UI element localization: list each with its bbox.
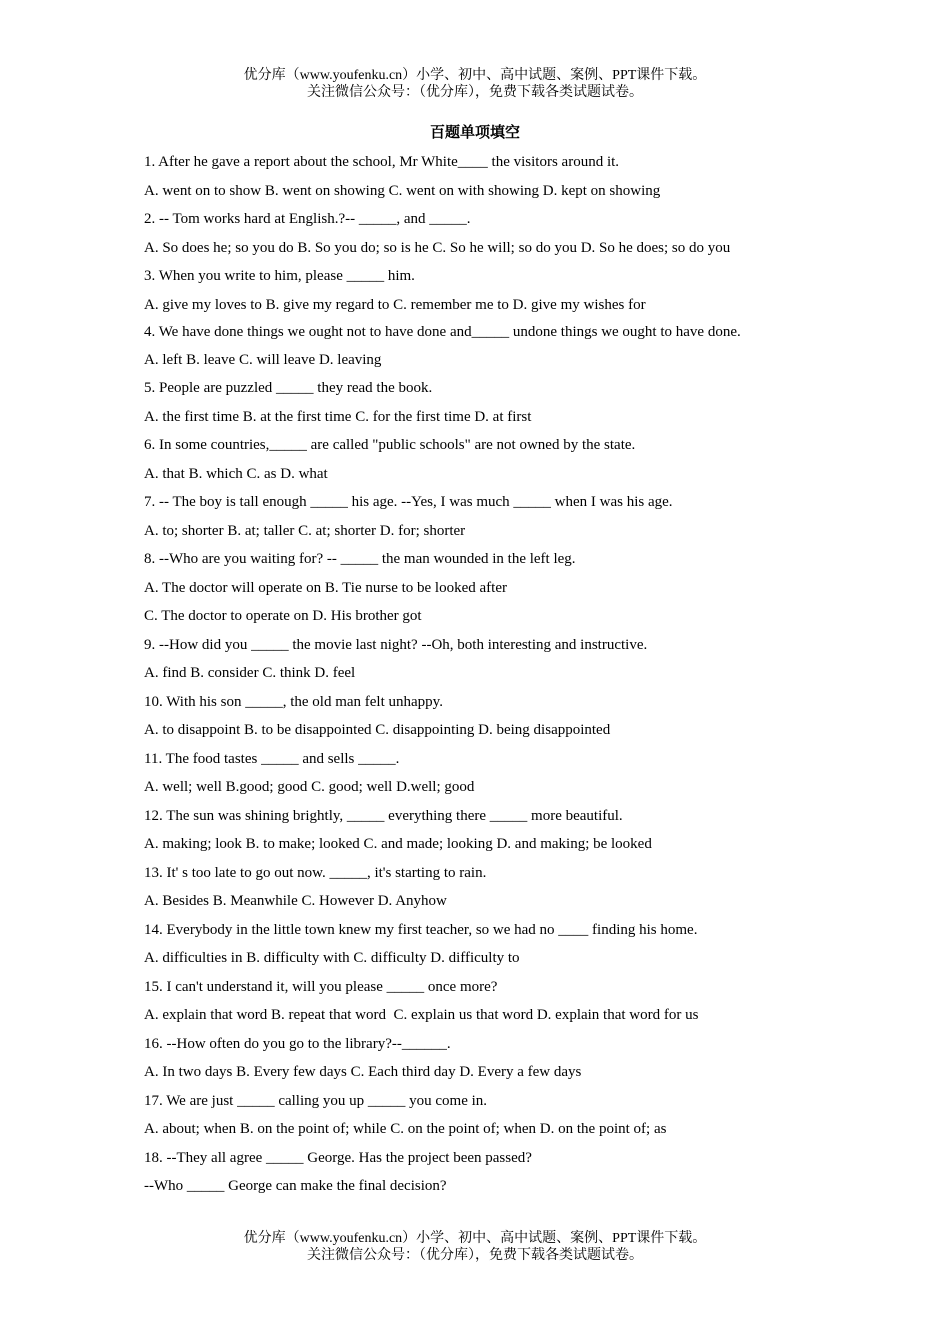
- question-3: 3. When you write to him, please _____ him.: [144, 268, 415, 284]
- question-11: 11. The food tastes _____ and sells _____.: [144, 750, 400, 767]
- question-13: 13. It' s too late to go out now. _____, it's starting to rain.: [144, 864, 487, 881]
- options-5: A. the first time B. at the first time C. for the first time D. at first: [144, 408, 532, 425]
- question-14: 14. Everybody in the little town knew my first teacher, so we had no ____ finding his home.: [144, 921, 698, 938]
- options-3: A. give my loves to B. give my regard to C. remember me to D. give my wishes for: [144, 296, 646, 313]
- page-footer: [0, 1230, 950, 1264]
- options-16: A. In two days B. Every few days C. Each third day D. Every a few days: [144, 1064, 582, 1080]
- question-12: 12. The sun was shining brightly, _____ everything there _____ more beautiful.: [144, 807, 623, 824]
- options-13: A. Besides B. Meanwhile C. However D. Anyhow: [144, 893, 447, 909]
- options-9: A. find B. consider C. think D. feel: [144, 665, 356, 681]
- question-17: 17. We are just _____ calling you up _____ you come in.: [144, 1092, 488, 1109]
- options-7: A. to; shorter B. at; taller C. at; shorter D. for; shorter: [144, 522, 466, 539]
- question-9: 9. --How did you _____ the movie last night? --Oh, both interesting and instructive.: [144, 636, 648, 653]
- footer-line-2: 关注微信公众号：（优分库），免费下载各类试题试卷。: [307, 1248, 643, 1263]
- options-8-cd: C. The doctor to operate on D. His brother got: [144, 608, 422, 624]
- question-list: [144, 153, 806, 1206]
- options-6: A. that B. which C. as D. what: [144, 465, 328, 482]
- options-17: A. about; when B. on the point of; while C. on the point of; when D. on the point of; as: [144, 1121, 667, 1137]
- options-14: A. difficulties in B. difficulty with C. difficulty D. difficulty to: [144, 950, 520, 966]
- header-line-1: 优分库（www.youfenku.cn）小学、初中、高中试题、案例、PPT课件下载。: [243, 68, 707, 83]
- options-10: A. to disappoint B. to be disappointed C. disappointing D. being disappointed: [144, 722, 611, 738]
- options-4: A. left B. leave C. will leave D. leaving: [144, 351, 382, 368]
- options-8-ab: A. The doctor will operate on B. Tie nurse to be looked after: [144, 579, 507, 596]
- question-15: 15. I can't understand it, will you please _____ once more?: [144, 978, 498, 995]
- question-1: 1. After he gave a report about the school, Mr White____ the visitors around it.: [144, 154, 620, 170]
- options-12: A. making; look B. to make; looked C. and made; looking D. and making; be looked: [144, 836, 652, 852]
- options-1: A. went on to show B. went on showing C. went on with showing D. kept on showing: [144, 182, 661, 199]
- question-4: 4. We have done things we ought not to have done and_____ undone things we ought to have done.: [144, 324, 741, 340]
- page-header: [0, 67, 950, 101]
- question-2: 2. -- Tom works hard at English.?-- _____, and _____.: [144, 211, 471, 227]
- options-15: A. explain that word B. repeat that word C. explain us that word D. explain that word for us: [144, 1007, 699, 1023]
- question-5: 5. People are puzzled _____ they read the book.: [144, 380, 433, 396]
- question-10: 10. With his son _____, the old man felt unhappy.: [144, 693, 443, 710]
- footer-line-1: 优分库（www.youfenku.cn）小学、初中、高中试题、案例、PPT课件下载。: [243, 1231, 707, 1246]
- question-8: 8. --Who are you waiting for? -- _____ the man wounded in the left leg.: [144, 551, 576, 567]
- document-title: 百题单项填空: [429, 125, 520, 141]
- options-11: A. well; well B.good; good C. good; well D.well; good: [144, 779, 475, 795]
- options-2: A. So does he; so you do B. So you do; so is he C. So he will; so do you D. So he does; so do you: [144, 239, 731, 256]
- question-16: 16. --How often do you go to the library?--______.: [144, 1035, 451, 1052]
- question-18-reply: --Who _____ George can make the final decision?: [144, 1178, 447, 1194]
- question-18: 18. --They all agree _____ George. Has the project been passed?: [144, 1149, 532, 1166]
- question-7: 7. -- The boy is tall enough _____ his age. --Yes, I was much _____ when I was his age.: [144, 494, 673, 510]
- question-6: 6. In some countries,_____ are called "public schools" are not owned by the state.: [144, 437, 636, 453]
- header-line-2: 关注微信公众号：（优分库），免费下载各类试题试卷。: [307, 85, 643, 100]
